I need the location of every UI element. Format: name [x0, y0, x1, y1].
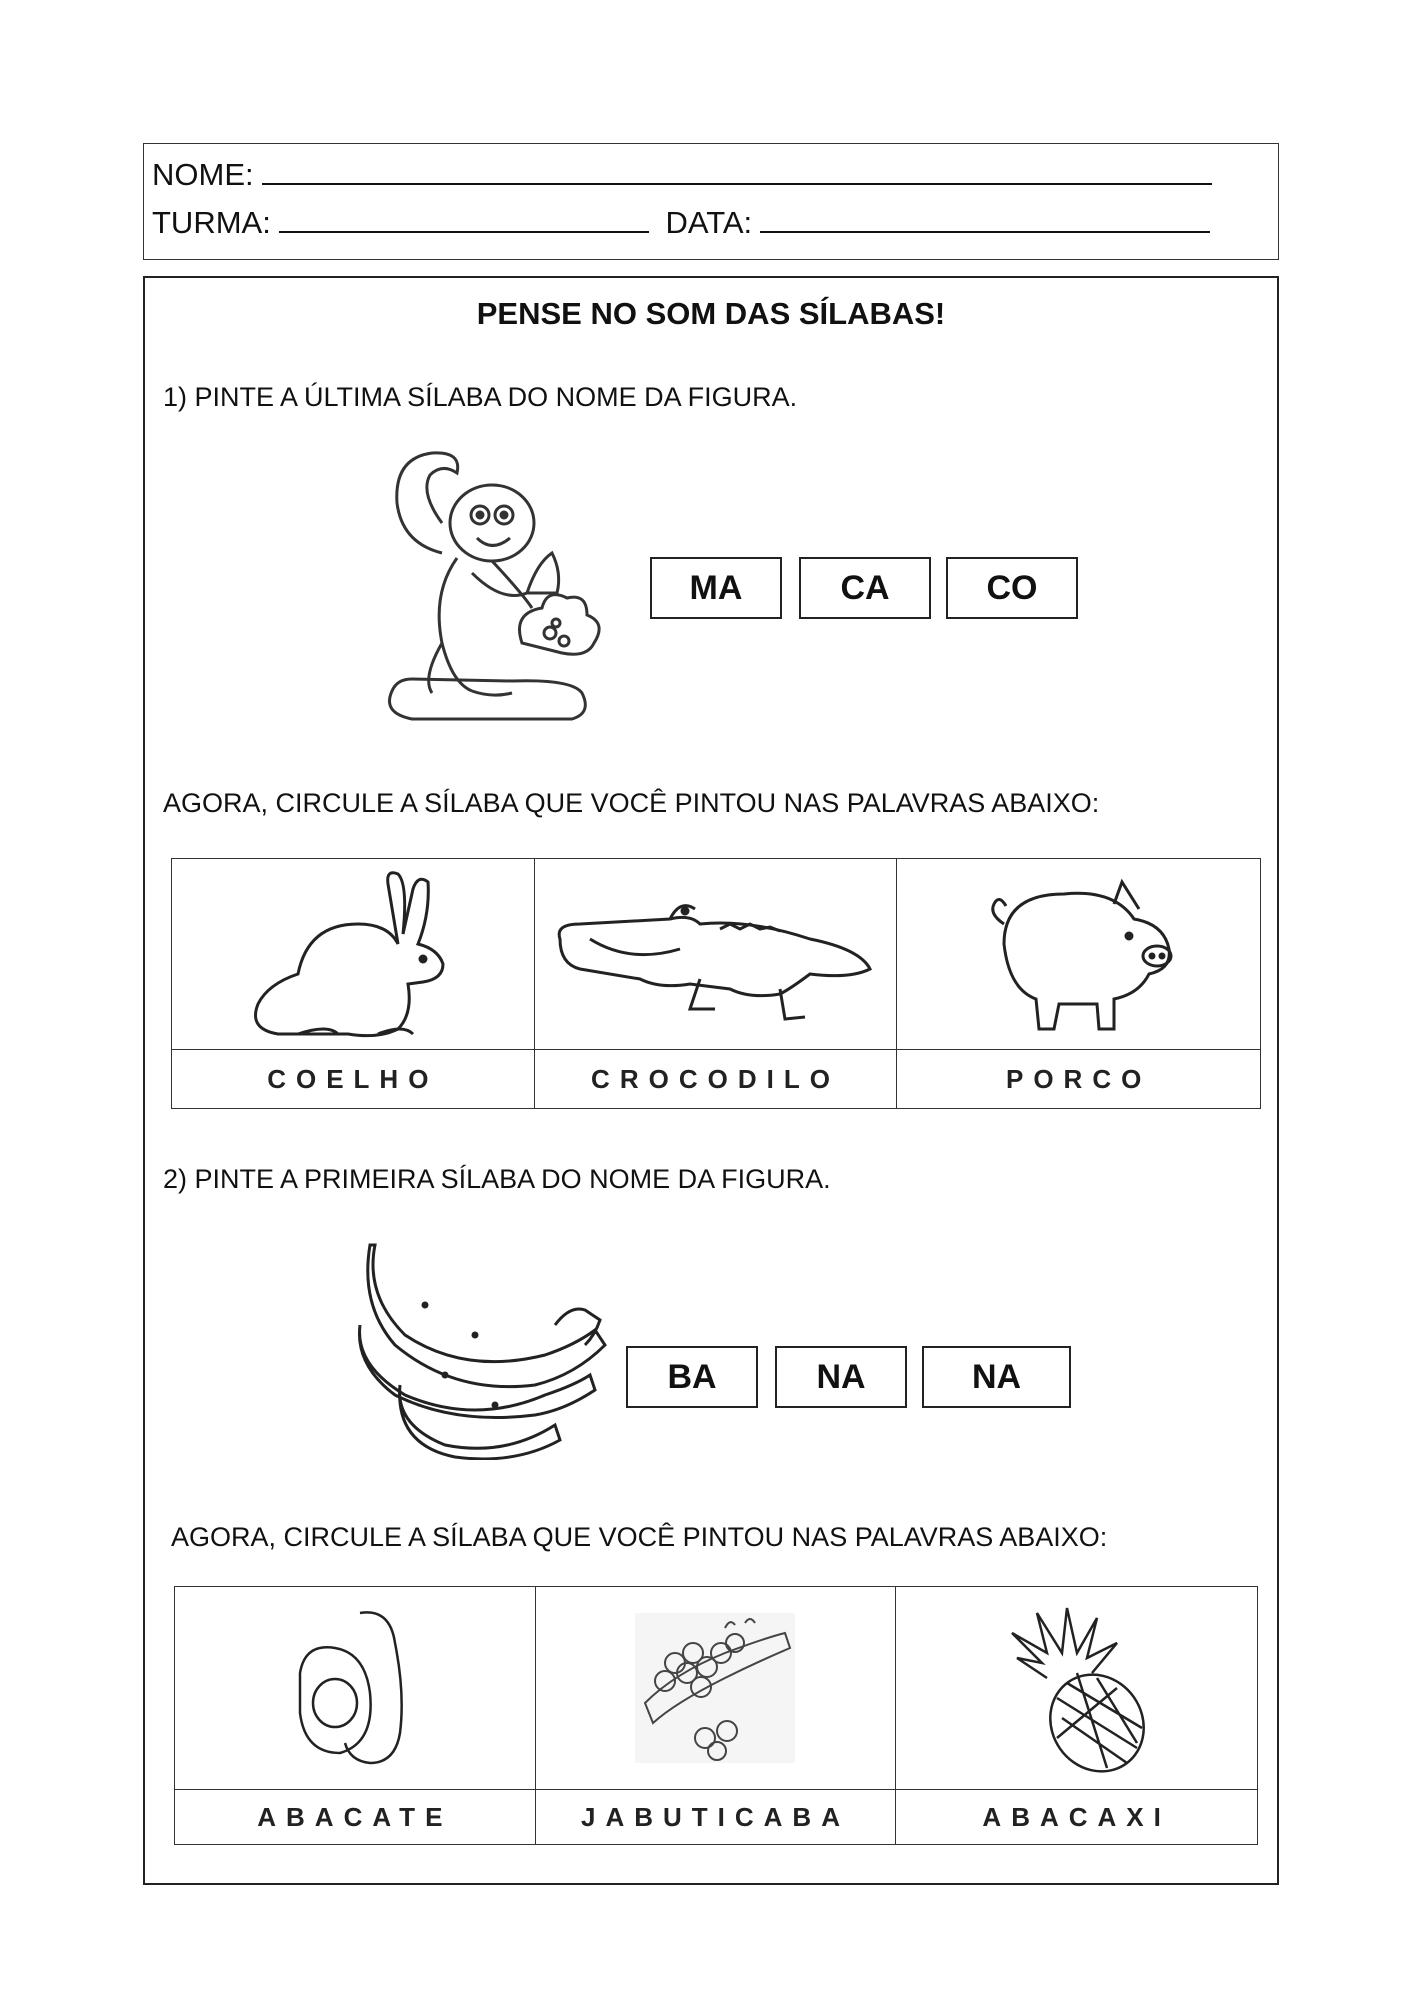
word-row	[172, 1050, 1260, 1108]
turma-data-line	[152, 206, 1210, 240]
syllable-box-2[interactable]	[799, 557, 931, 619]
syllable-box-1[interactable]	[650, 557, 782, 619]
banana-icon	[345, 1235, 610, 1460]
nome-label: NOME:	[152, 157, 254, 192]
syllable-text: BA	[667, 1357, 717, 1396]
picture-row	[172, 859, 1260, 1050]
syllable-text: NA	[816, 1357, 866, 1396]
word-abacaxi[interactable]: ABACAXI	[982, 1801, 1171, 1832]
word-coelho[interactable]: COELHO	[172, 1050, 535, 1108]
picture-row	[175, 1587, 1257, 1790]
pineapple-icon	[896, 1587, 1257, 1789]
word-row	[175, 1790, 1257, 1844]
exercise1-word-table	[171, 858, 1261, 1109]
syllable-box-3[interactable]	[922, 1346, 1071, 1408]
exercise1-instruction: 1) PINTE A ÚLTIMA SÍLABA DO NOME DA FIGURA.	[163, 382, 798, 412]
nome-line	[152, 158, 1212, 192]
syllable-text: MA	[689, 568, 743, 607]
exercise1-circle-instruction: AGORA, CIRCULE A SÍLABA QUE VOCÊ PINTOU NAS PALAVRAS ABAIXO:	[163, 788, 1100, 818]
exercise2-word-table	[174, 1586, 1258, 1845]
page-title: PENSE NO SOM DAS SÍLABAS!	[476, 296, 946, 331]
word-porco[interactable]: PORCO	[1005, 1063, 1152, 1094]
data-label: DATA:	[665, 205, 753, 240]
avocado-icon	[175, 1587, 536, 1789]
data-field[interactable]	[760, 207, 1210, 233]
nome-field[interactable]	[262, 159, 1212, 185]
word-abacate[interactable]: ABACATE	[175, 1790, 536, 1844]
word-jabuticaba[interactable]: JABUTICABA	[536, 1790, 897, 1844]
syllable-text: CO	[986, 568, 1038, 607]
crocodile-icon	[535, 859, 898, 1049]
monkey-icon	[372, 443, 620, 731]
exercise2-instruction: 2) PINTE A PRIMEIRA SÍLABA DO NOME DA FIGURA.	[163, 1164, 831, 1194]
jabuticaba-icon	[536, 1587, 897, 1789]
turma-label: TURMA:	[152, 205, 271, 240]
pig-icon	[897, 859, 1260, 1049]
turma-field[interactable]	[279, 207, 649, 233]
syllable-text: CA	[840, 568, 890, 607]
rabbit-icon	[172, 859, 535, 1049]
syllable-box-2[interactable]	[775, 1346, 907, 1408]
word-crocodilo[interactable]: CROCODILO	[535, 1050, 898, 1108]
header-box	[143, 143, 1279, 260]
exercise2-circle-instruction: AGORA, CIRCULE A SÍLABA QUE VOCÊ PINTOU NAS PALAVRAS ABAIXO:	[171, 1522, 1108, 1552]
syllable-box-3[interactable]	[946, 557, 1078, 619]
syllable-text: NA	[971, 1357, 1022, 1396]
syllable-box-1[interactable]	[626, 1346, 758, 1408]
